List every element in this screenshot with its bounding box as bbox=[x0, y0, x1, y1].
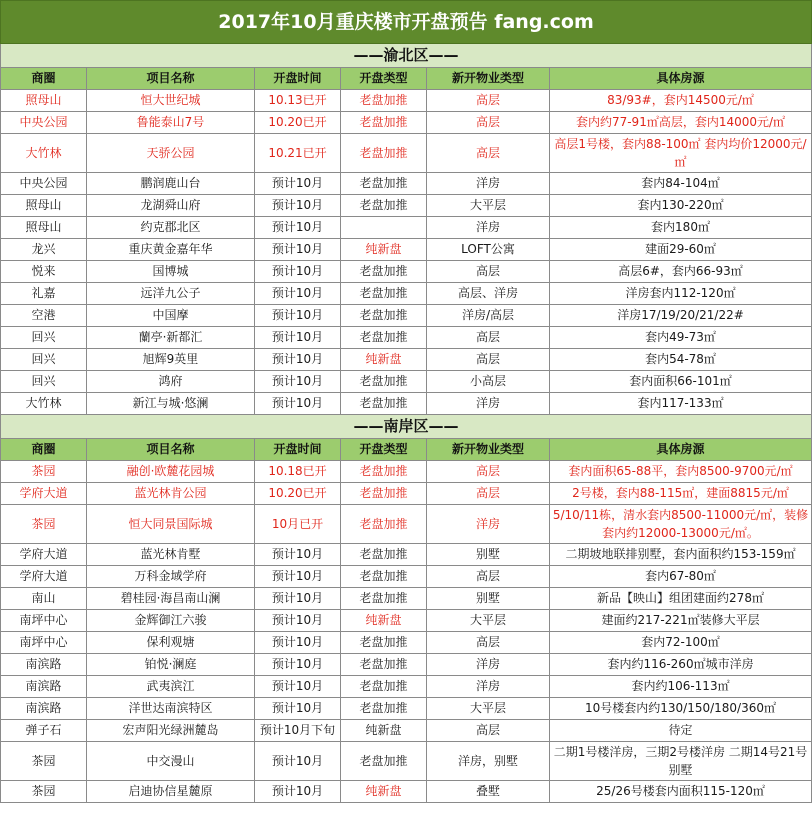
cell-open-time: 预计10月 bbox=[255, 654, 341, 676]
table-row bbox=[1, 173, 812, 195]
cell-unit-details: 套内84-104㎡ bbox=[550, 173, 812, 195]
cell-open-time: 预计10月 bbox=[255, 544, 341, 566]
cell-open-type bbox=[341, 217, 427, 239]
cell-project-name: 万科金域学府 bbox=[87, 566, 255, 588]
cell-open-type: 老盘加推 bbox=[341, 461, 427, 483]
cell-unit-details: 新品【映山】组团建面约278㎡ bbox=[550, 588, 812, 610]
cell-unit-details: 套内约77-91㎡高层，套内14000元/㎡ bbox=[550, 112, 812, 134]
cell-open-time: 10月已开 bbox=[255, 505, 341, 544]
cell-open-type: 纯新盘 bbox=[341, 349, 427, 371]
column-header-unit-details: 具体房源 bbox=[550, 68, 812, 90]
column-header-property-type: 新开物业类型 bbox=[427, 439, 550, 461]
cell-open-time: 预计10月 bbox=[255, 566, 341, 588]
cell-unit-details: 套内49-73㎡ bbox=[550, 327, 812, 349]
section-title: ——渝北区—— bbox=[1, 44, 812, 68]
cell-unit-details: 套内117-133㎡ bbox=[550, 393, 812, 415]
cell-open-time: 预计10月 bbox=[255, 305, 341, 327]
cell-project-name: 恒大世纪城 bbox=[87, 90, 255, 112]
cell-district: 回兴 bbox=[1, 349, 87, 371]
cell-property-type: 小高层 bbox=[427, 371, 550, 393]
cell-project-name: 中交漫山 bbox=[87, 742, 255, 781]
cell-open-type: 老盘加推 bbox=[341, 632, 427, 654]
cell-open-type: 老盘加推 bbox=[341, 393, 427, 415]
cell-district: 学府大道 bbox=[1, 566, 87, 588]
cell-open-type: 老盘加推 bbox=[341, 261, 427, 283]
cell-open-time: 预计10月 bbox=[255, 393, 341, 415]
cell-open-type: 老盘加推 bbox=[341, 742, 427, 781]
cell-project-name: 鸿府 bbox=[87, 371, 255, 393]
table-row bbox=[1, 544, 812, 566]
section-header-row bbox=[1, 44, 812, 68]
cell-project-name: 金辉御江六骏 bbox=[87, 610, 255, 632]
cell-property-type: 高层 bbox=[427, 483, 550, 505]
cell-district: 茶园 bbox=[1, 505, 87, 544]
cell-project-name: 武夷滨江 bbox=[87, 676, 255, 698]
cell-unit-details: 高层1号楼，套内88-100㎡ 套内均价12000元/㎡ bbox=[550, 134, 812, 173]
column-header-district: 商圈 bbox=[1, 439, 87, 461]
cell-district: 悦来 bbox=[1, 261, 87, 283]
cell-unit-details: 5/10/11栋，清水套内8500-11000元/㎡，装修套内约12000-13000元/㎡。 bbox=[550, 505, 812, 544]
column-header-district: 商圈 bbox=[1, 68, 87, 90]
cell-open-time: 10.18已开 bbox=[255, 461, 341, 483]
cell-unit-details: 套内67-80㎡ bbox=[550, 566, 812, 588]
table-row bbox=[1, 195, 812, 217]
cell-open-type: 老盘加推 bbox=[341, 134, 427, 173]
cell-open-type: 老盘加推 bbox=[341, 676, 427, 698]
cell-district: 回兴 bbox=[1, 327, 87, 349]
cell-property-type: 高层 bbox=[427, 90, 550, 112]
cell-open-type: 老盘加推 bbox=[341, 327, 427, 349]
cell-district: 南滨路 bbox=[1, 698, 87, 720]
cell-property-type: 高层 bbox=[427, 261, 550, 283]
cell-project-name: 旭辉9英里 bbox=[87, 349, 255, 371]
cell-project-name: 铂悦·澜庭 bbox=[87, 654, 255, 676]
cell-district: 照母山 bbox=[1, 217, 87, 239]
cell-district: 南山 bbox=[1, 588, 87, 610]
cell-district: 照母山 bbox=[1, 90, 87, 112]
cell-open-type: 老盘加推 bbox=[341, 195, 427, 217]
cell-property-type: 高层 bbox=[427, 327, 550, 349]
cell-unit-details: 建面29-60㎡ bbox=[550, 239, 812, 261]
cell-open-type: 老盘加推 bbox=[341, 654, 427, 676]
cell-project-name: 鹏润鹿山台 bbox=[87, 173, 255, 195]
table-row bbox=[1, 483, 812, 505]
cell-project-name: 约克郡北区 bbox=[87, 217, 255, 239]
column-header-property-type: 新开物业类型 bbox=[427, 68, 550, 90]
table-row bbox=[1, 217, 812, 239]
cell-district: 南坪中心 bbox=[1, 610, 87, 632]
cell-project-name: 启迪协信星麓原 bbox=[87, 781, 255, 803]
cell-property-type: LOFT公寓 bbox=[427, 239, 550, 261]
table-row bbox=[1, 305, 812, 327]
cell-unit-details: 套内54-78㎡ bbox=[550, 349, 812, 371]
cell-property-type: 大平层 bbox=[427, 698, 550, 720]
cell-unit-details: 2号楼，套内88-115㎡，建面8815元/㎡ bbox=[550, 483, 812, 505]
cell-open-time: 预计10月 bbox=[255, 327, 341, 349]
cell-district: 照母山 bbox=[1, 195, 87, 217]
table-row bbox=[1, 742, 812, 781]
cell-unit-details: 二期坡地联排别墅，套内面积约153-159㎡ bbox=[550, 544, 812, 566]
cell-unit-details: 待定 bbox=[550, 720, 812, 742]
table-row bbox=[1, 720, 812, 742]
cell-district: 南滨路 bbox=[1, 654, 87, 676]
cell-property-type: 别墅 bbox=[427, 544, 550, 566]
cell-open-type: 老盘加推 bbox=[341, 283, 427, 305]
cell-open-type: 老盘加推 bbox=[341, 698, 427, 720]
cell-property-type: 高层 bbox=[427, 720, 550, 742]
cell-property-type: 高层 bbox=[427, 632, 550, 654]
cell-district: 弹子石 bbox=[1, 720, 87, 742]
column-header-row bbox=[1, 439, 812, 461]
cell-project-name: 蘭亭·新都汇 bbox=[87, 327, 255, 349]
cell-unit-details: 10号楼套内约130/150/180/360㎡ bbox=[550, 698, 812, 720]
table-row bbox=[1, 698, 812, 720]
cell-open-time: 预计10月 bbox=[255, 217, 341, 239]
cell-open-type: 老盘加推 bbox=[341, 112, 427, 134]
table-row bbox=[1, 134, 812, 173]
cell-open-type: 老盘加推 bbox=[341, 505, 427, 544]
column-header-unit-details: 具体房源 bbox=[550, 439, 812, 461]
table-row bbox=[1, 349, 812, 371]
cell-unit-details: 套内约116-260㎡城市洋房 bbox=[550, 654, 812, 676]
cell-unit-details: 25/26号楼套内面积115-120㎡ bbox=[550, 781, 812, 803]
column-header-project-name: 项目名称 bbox=[87, 439, 255, 461]
cell-project-name: 宏声阳光绿洲麓岛 bbox=[87, 720, 255, 742]
cell-unit-details: 套内130-220㎡ bbox=[550, 195, 812, 217]
cell-open-type: 纯新盘 bbox=[341, 610, 427, 632]
cell-project-name: 保利观塘 bbox=[87, 632, 255, 654]
cell-open-time: 预计10月 bbox=[255, 698, 341, 720]
table-row bbox=[1, 632, 812, 654]
table-row bbox=[1, 654, 812, 676]
cell-open-type: 纯新盘 bbox=[341, 720, 427, 742]
page-title: 2017年10月重庆楼市开盘预告 fang.com bbox=[1, 1, 812, 44]
cell-project-name: 碧桂园·海昌南山澜 bbox=[87, 588, 255, 610]
table-row bbox=[1, 676, 812, 698]
cell-unit-details: 高层6#，套内66-93㎡ bbox=[550, 261, 812, 283]
cell-open-type: 纯新盘 bbox=[341, 239, 427, 261]
cell-project-name: 蓝光林肯墅 bbox=[87, 544, 255, 566]
cell-property-type: 洋房/高层 bbox=[427, 305, 550, 327]
cell-district: 学府大道 bbox=[1, 483, 87, 505]
cell-open-time: 预计10月下旬 bbox=[255, 720, 341, 742]
cell-project-name: 蓝光林肯公园 bbox=[87, 483, 255, 505]
cell-project-name: 融创·欧麓花园城 bbox=[87, 461, 255, 483]
cell-district: 茶园 bbox=[1, 461, 87, 483]
section-title: ——南岸区—— bbox=[1, 415, 812, 439]
table-row bbox=[1, 461, 812, 483]
cell-open-time: 预计10月 bbox=[255, 676, 341, 698]
cell-property-type: 叠墅 bbox=[427, 781, 550, 803]
table-row bbox=[1, 393, 812, 415]
cell-district: 中央公园 bbox=[1, 112, 87, 134]
column-header-open-type: 开盘类型 bbox=[341, 439, 427, 461]
table-row bbox=[1, 239, 812, 261]
cell-project-name: 洋世达南滨特区 bbox=[87, 698, 255, 720]
cell-district: 空港 bbox=[1, 305, 87, 327]
cell-project-name: 天骄公园 bbox=[87, 134, 255, 173]
cell-open-time: 预计10月 bbox=[255, 588, 341, 610]
cell-unit-details: 洋房套内112-120㎡ bbox=[550, 283, 812, 305]
cell-district: 茶园 bbox=[1, 781, 87, 803]
cell-project-name: 新江与城·悠澜 bbox=[87, 393, 255, 415]
cell-open-time: 10.21已开 bbox=[255, 134, 341, 173]
cell-property-type: 高层 bbox=[427, 349, 550, 371]
table-row bbox=[1, 283, 812, 305]
cell-property-type: 高层、洋房 bbox=[427, 283, 550, 305]
cell-district: 南坪中心 bbox=[1, 632, 87, 654]
table-row bbox=[1, 505, 812, 544]
cell-open-time: 预计10月 bbox=[255, 283, 341, 305]
cell-open-type: 老盘加推 bbox=[341, 566, 427, 588]
cell-open-time: 10.13已开 bbox=[255, 90, 341, 112]
cell-district: 礼嘉 bbox=[1, 283, 87, 305]
cell-unit-details: 套内72-100㎡ bbox=[550, 632, 812, 654]
cell-open-time: 预计10月 bbox=[255, 610, 341, 632]
cell-open-type: 老盘加推 bbox=[341, 544, 427, 566]
cell-project-name: 重庆黄金嘉年华 bbox=[87, 239, 255, 261]
column-header-row bbox=[1, 68, 812, 90]
cell-property-type: 大平层 bbox=[427, 195, 550, 217]
cell-unit-details: 套内180㎡ bbox=[550, 217, 812, 239]
cell-open-time: 10.20已开 bbox=[255, 483, 341, 505]
cell-district: 茶园 bbox=[1, 742, 87, 781]
cell-project-name: 鲁能泰山7号 bbox=[87, 112, 255, 134]
cell-property-type: 洋房 bbox=[427, 173, 550, 195]
cell-project-name: 中国摩 bbox=[87, 305, 255, 327]
cell-property-type: 洋房 bbox=[427, 505, 550, 544]
cell-open-time: 预计10月 bbox=[255, 239, 341, 261]
cell-unit-details: 洋房17/19/20/21/22# bbox=[550, 305, 812, 327]
section-header-row bbox=[1, 415, 812, 439]
column-header-open-time: 开盘时间 bbox=[255, 68, 341, 90]
cell-open-type: 老盘加推 bbox=[341, 371, 427, 393]
column-header-project-name: 项目名称 bbox=[87, 68, 255, 90]
table-row bbox=[1, 261, 812, 283]
cell-open-time: 预计10月 bbox=[255, 261, 341, 283]
table-row bbox=[1, 588, 812, 610]
cell-property-type: 别墅 bbox=[427, 588, 550, 610]
table-row bbox=[1, 90, 812, 112]
cell-property-type: 大平层 bbox=[427, 610, 550, 632]
cell-open-time: 预计10月 bbox=[255, 742, 341, 781]
table-row bbox=[1, 371, 812, 393]
cell-district: 龙兴 bbox=[1, 239, 87, 261]
cell-open-type: 老盘加推 bbox=[341, 305, 427, 327]
cell-open-time: 10.20已开 bbox=[255, 112, 341, 134]
cell-property-type: 高层 bbox=[427, 112, 550, 134]
cell-project-name: 国博城 bbox=[87, 261, 255, 283]
cell-unit-details: 建面约217-221㎡装修大平层 bbox=[550, 610, 812, 632]
cell-property-type: 洋房 bbox=[427, 654, 550, 676]
column-header-open-time: 开盘时间 bbox=[255, 439, 341, 461]
cell-open-time: 预计10月 bbox=[255, 173, 341, 195]
cell-district: 南滨路 bbox=[1, 676, 87, 698]
table-row bbox=[1, 327, 812, 349]
cell-property-type: 洋房，别墅 bbox=[427, 742, 550, 781]
cell-district: 大竹林 bbox=[1, 134, 87, 173]
cell-property-type: 高层 bbox=[427, 566, 550, 588]
cell-open-type: 老盘加推 bbox=[341, 483, 427, 505]
cell-project-name: 龙湖舜山府 bbox=[87, 195, 255, 217]
cell-open-time: 预计10月 bbox=[255, 632, 341, 654]
cell-district: 大竹林 bbox=[1, 393, 87, 415]
cell-open-time: 预计10月 bbox=[255, 349, 341, 371]
cell-property-type: 高层 bbox=[427, 461, 550, 483]
table-row bbox=[1, 566, 812, 588]
cell-unit-details: 二期1号楼洋房，三期2号楼洋房 二期14号21号别墅 bbox=[550, 742, 812, 781]
cell-open-type: 纯新盘 bbox=[341, 781, 427, 803]
title-row bbox=[1, 1, 812, 44]
cell-property-type: 高层 bbox=[427, 134, 550, 173]
cell-open-type: 老盘加推 bbox=[341, 90, 427, 112]
cell-property-type: 洋房 bbox=[427, 676, 550, 698]
cell-open-time: 预计10月 bbox=[255, 781, 341, 803]
cell-district: 中央公园 bbox=[1, 173, 87, 195]
cell-unit-details: 套内约106-113㎡ bbox=[550, 676, 812, 698]
cell-property-type: 洋房 bbox=[427, 217, 550, 239]
cell-open-type: 老盘加推 bbox=[341, 588, 427, 610]
cell-project-name: 恒大同景国际城 bbox=[87, 505, 255, 544]
cell-project-name: 远洋九公子 bbox=[87, 283, 255, 305]
cell-unit-details: 套内面积66-101㎡ bbox=[550, 371, 812, 393]
column-header-open-type: 开盘类型 bbox=[341, 68, 427, 90]
cell-property-type: 洋房 bbox=[427, 393, 550, 415]
cell-unit-details: 套内面积65-88平，套内8500-9700元/㎡ bbox=[550, 461, 812, 483]
table-row bbox=[1, 781, 812, 803]
cell-unit-details: 83/93#，套内14500元/㎡ bbox=[550, 90, 812, 112]
cell-district: 学府大道 bbox=[1, 544, 87, 566]
cell-district: 回兴 bbox=[1, 371, 87, 393]
table-row bbox=[1, 112, 812, 134]
cell-open-type: 老盘加推 bbox=[341, 173, 427, 195]
table-row bbox=[1, 610, 812, 632]
cell-open-time: 预计10月 bbox=[255, 195, 341, 217]
cell-open-time: 预计10月 bbox=[255, 371, 341, 393]
